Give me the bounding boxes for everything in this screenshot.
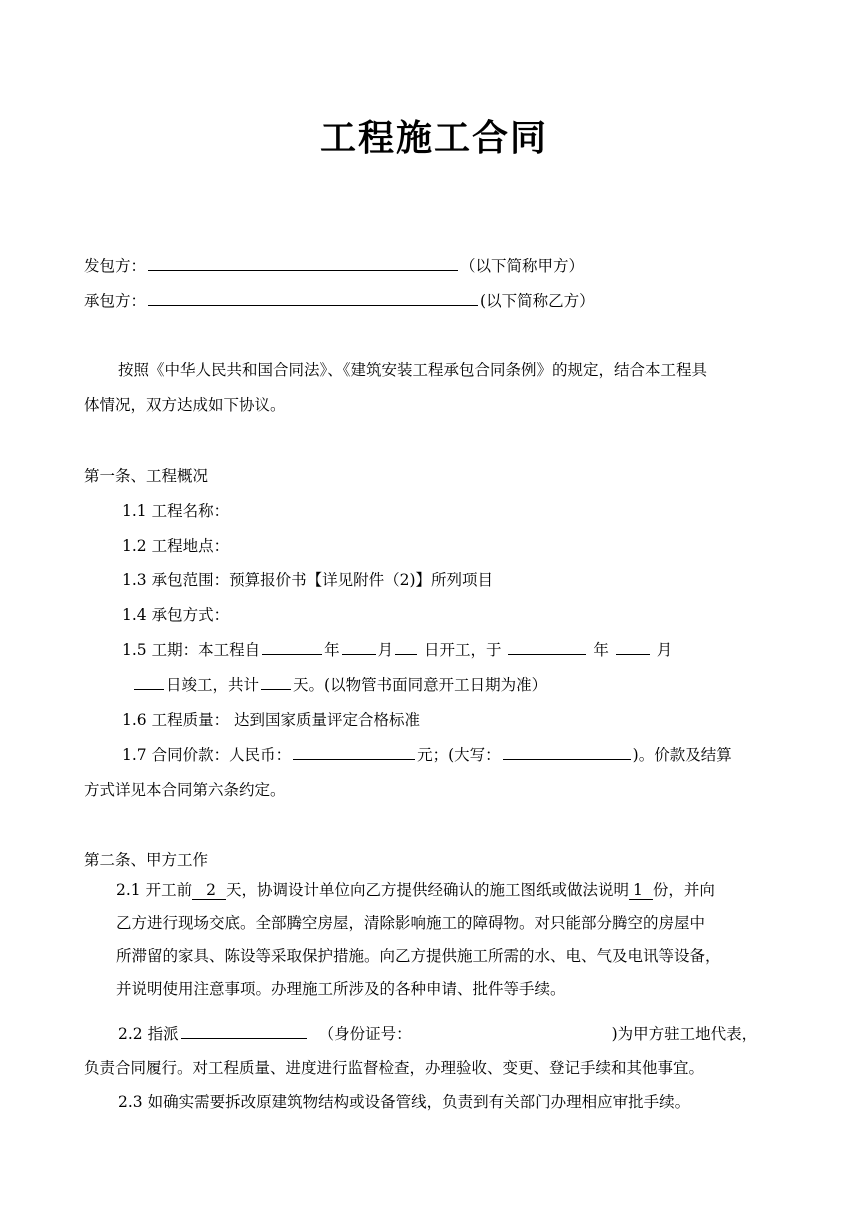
item-1-7-cont: 方式详见本合同第六条约定。 (84, 781, 286, 799)
price-blank (293, 744, 415, 760)
item-1-5: 1.5 工期：本工程自 年 月 日开工，于 年 月 (122, 641, 673, 659)
item-2-2-line-1: 2.2 指派 （身份证号： )为甲方驻工地代表， (118, 1025, 758, 1043)
item-1-7: 1.7 合同价款：人民币： 元；(大写： )。价款及结算 (122, 746, 732, 764)
end-year-blank (508, 639, 586, 655)
price-words-blank (503, 744, 631, 760)
end-month-blank (616, 639, 650, 655)
item-1-2: 1.2 工程地点： (122, 537, 230, 555)
item-2-1-line-2: 乙方进行现场交底。全部腾空房屋，清除影响施工的障碍物。对只能部分腾空的房屋中 (116, 914, 706, 932)
drawing-copies: 1 (629, 881, 653, 900)
item-2-2-line-2: 负责合同履行。对工程质量、进度进行监督检查，办理验收、变更、登记手续和其他事宜。 (84, 1059, 705, 1077)
article-2-heading: 第二条、甲方工作 (84, 851, 209, 869)
item-1-4: 1.4 承包方式： (122, 606, 230, 624)
item-1-5-cont: 日竣工，共计 天。(以物管书面同意开工日期为准） (132, 673, 547, 695)
page-title: 工程施工合同 (319, 117, 548, 159)
employer-blank (148, 255, 458, 271)
employer-label: 发包方： (84, 257, 147, 275)
item-2-1-line-1: 2.1 开工前 2 天，协调设计单位向乙方提供经确认的施工图纸或做法说明 1 份，并向 (116, 881, 715, 899)
item-1-1: 1.1 工程名称： (122, 502, 230, 520)
item-2-3: 2.3 如确实需要拆改原建筑物结构或设备管线，负责到有关部门办理相应审批手续。 (118, 1093, 691, 1111)
start-year-blank (262, 639, 322, 655)
end-day-blank (134, 674, 164, 690)
item-1-3: 1.3 承包范围：预算报价书【详见附件（2)】所列项目 (122, 571, 493, 589)
contractor-suffix: (以下简称乙方） (480, 292, 595, 310)
item-2-1-line-4: 并说明使用注意事项。办理施工所涉及的各种申请、批件等手续。 (116, 980, 566, 998)
intro-line-1: 按照《中华人民共和国合同法》、《建筑安装工程承包合同条例》的规定，结合本工程具 (118, 361, 708, 379)
start-day-blank (395, 639, 417, 655)
item-1-6: 1.6 工程质量： 达到国家质量评定合格标准 (122, 711, 421, 729)
contractor-blank (148, 290, 478, 306)
representative-blank (181, 1023, 307, 1039)
days-before-start: 2 (192, 881, 226, 900)
contractor-label: 承包方： (84, 292, 147, 310)
contractor-line (84, 289, 595, 311)
total-days-blank (261, 674, 291, 690)
start-month-blank (342, 639, 376, 655)
employer-suffix: （以下简称甲方） (460, 257, 585, 275)
employer-line (84, 254, 584, 276)
item-2-1-line-3: 所滞留的家具、陈设等采取保护措施。向乙方提供施工所需的水、电、气及电讯等设备， (116, 947, 721, 965)
article-1-heading: 第一条、工程概况 (84, 467, 209, 485)
intro-line-2: 体情况，双方达成如下协议。 (84, 396, 286, 414)
